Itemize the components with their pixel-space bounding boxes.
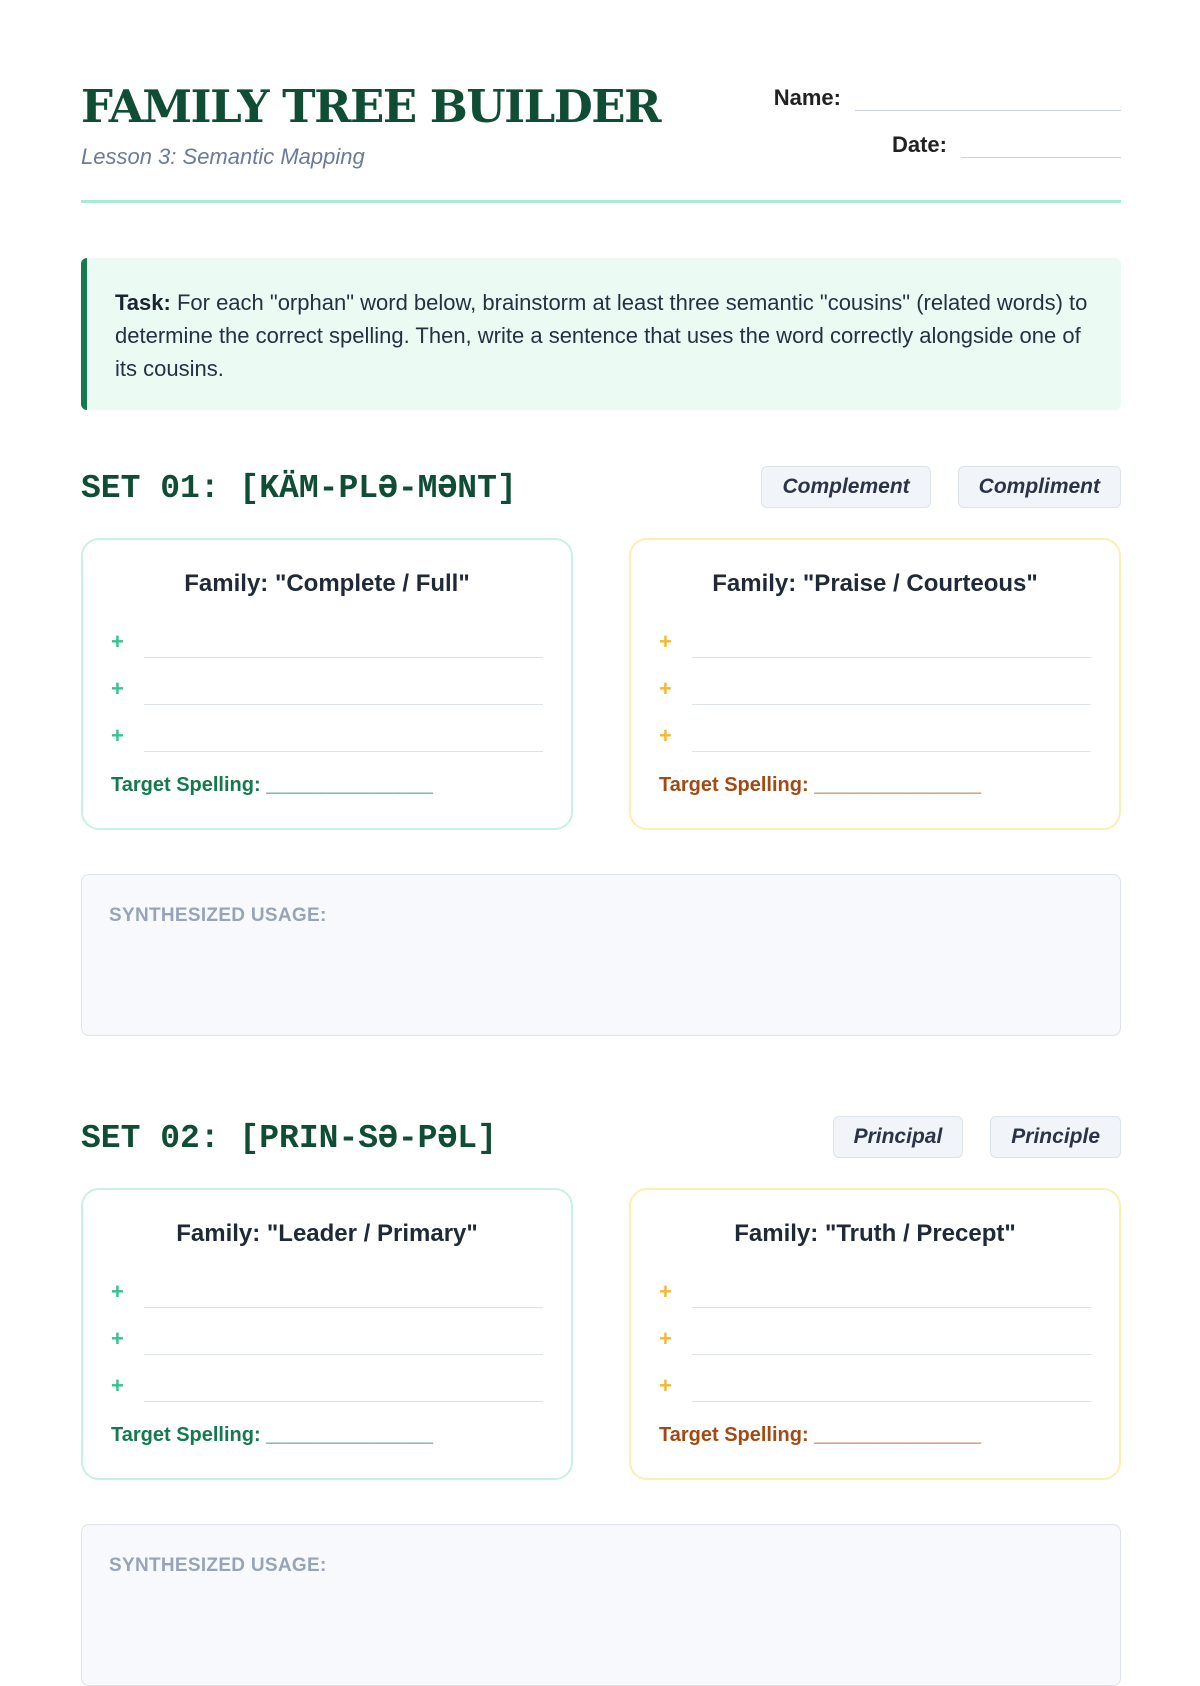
family-card xyxy=(81,538,573,830)
task-label: Task: xyxy=(115,290,171,315)
target-spelling[interactable]: Target Spelling: _______________ xyxy=(111,1424,434,1446)
cousin-line xyxy=(659,1372,1091,1402)
target-spelling[interactable]: Target Spelling: _______________ xyxy=(659,1424,982,1446)
plus-icon: + xyxy=(659,629,672,654)
worksheet-header xyxy=(81,0,1121,205)
name-field[interactable] xyxy=(855,80,1121,111)
name-field-row xyxy=(774,80,1121,111)
cousin-input-line[interactable] xyxy=(144,1401,543,1402)
usage-label: SYNTHESIZED USAGE: xyxy=(109,1555,327,1576)
option-chip: Compliment xyxy=(958,466,1121,508)
family-card xyxy=(629,538,1121,830)
cousin-line xyxy=(659,722,1091,752)
plus-icon: + xyxy=(659,1279,672,1304)
cousin-input-line[interactable] xyxy=(144,1307,543,1308)
cousin-input-line[interactable] xyxy=(692,751,1091,752)
cousin-input-line[interactable] xyxy=(144,657,543,658)
cousin-input-line[interactable] xyxy=(692,1354,1091,1355)
date-field[interactable] xyxy=(961,127,1121,158)
synthesized-usage-box[interactable] xyxy=(81,874,1121,1036)
plus-icon: + xyxy=(111,676,124,701)
cousin-line xyxy=(659,1278,1091,1308)
cousin-input-line[interactable] xyxy=(692,657,1091,658)
option-chip: Complement xyxy=(761,466,930,508)
header-divider xyxy=(81,200,1121,203)
plus-icon: + xyxy=(659,723,672,748)
option-chip: Principal xyxy=(833,1116,964,1158)
target-spelling[interactable]: Target Spelling: _______________ xyxy=(659,774,982,796)
target-spelling[interactable]: Target Spelling: _______________ xyxy=(111,774,434,796)
synthesized-usage-box[interactable] xyxy=(81,1524,1121,1686)
set-header xyxy=(81,1116,1121,1176)
plus-icon: + xyxy=(659,1326,672,1351)
cousin-input-line[interactable] xyxy=(692,1401,1091,1402)
family-cards xyxy=(81,1188,1121,1480)
plus-icon: + xyxy=(111,1326,124,1351)
plus-icon: + xyxy=(659,1373,672,1398)
date-field-row xyxy=(892,127,1121,158)
cousin-line xyxy=(659,628,1091,658)
cousin-input-line[interactable] xyxy=(144,1354,543,1355)
set-title: SET 01: [KÄM-PLƏ-MƏNT] xyxy=(81,470,517,507)
spelling-options xyxy=(761,466,1121,508)
cousin-line xyxy=(111,1325,543,1355)
plus-icon: + xyxy=(111,1279,124,1304)
cousin-line xyxy=(111,675,543,705)
name-label: Name: xyxy=(773,85,841,110)
page-title: FAMILY TREE BUILDER xyxy=(81,80,660,133)
cousin-line xyxy=(111,722,543,752)
family-title: Family: "Leader / Primary" xyxy=(176,1220,478,1247)
cousin-line xyxy=(111,628,543,658)
plus-icon: + xyxy=(659,676,672,701)
word-set-2 xyxy=(81,1116,1121,1576)
cousin-input-line[interactable] xyxy=(692,704,1091,705)
cousin-input-line[interactable] xyxy=(144,751,543,752)
cousin-line xyxy=(659,675,1091,705)
family-title: Family: "Truth / Precept" xyxy=(734,1220,1016,1247)
cousin-input-line[interactable] xyxy=(144,704,543,705)
family-title: Family: "Complete / Full" xyxy=(184,570,470,597)
spelling-options xyxy=(833,1116,1121,1158)
cousin-line xyxy=(111,1372,543,1402)
cousin-line xyxy=(659,1325,1091,1355)
family-card xyxy=(81,1188,573,1480)
family-title: Family: "Praise / Courteous" xyxy=(712,570,1038,597)
plus-icon: + xyxy=(111,723,124,748)
task-instructions xyxy=(81,258,1121,410)
family-card xyxy=(629,1188,1121,1480)
plus-icon: + xyxy=(111,1373,124,1398)
option-chip: Principle xyxy=(990,1116,1121,1158)
set-header xyxy=(81,466,1121,526)
cousin-input-line[interactable] xyxy=(692,1307,1091,1308)
set-title: SET 02: [PRIN-SƏ-PƏL] xyxy=(81,1120,497,1157)
task-text: For each "orphan" word below, brainstorm at least three semantic "cousins" (related words) to determine the correct spelling. Then, write a sentence that uses the word correctly alongside one of its cousins. xyxy=(115,290,1088,381)
cousin-line xyxy=(111,1278,543,1308)
plus-icon: + xyxy=(111,629,124,654)
page-subtitle: Lesson 3: Semantic Mapping xyxy=(81,144,365,169)
date-label: Date: xyxy=(891,132,947,157)
family-cards xyxy=(81,538,1121,830)
worksheet-page xyxy=(81,0,1121,1576)
word-set-1 xyxy=(81,466,1121,926)
usage-label: SYNTHESIZED USAGE: xyxy=(109,905,327,926)
